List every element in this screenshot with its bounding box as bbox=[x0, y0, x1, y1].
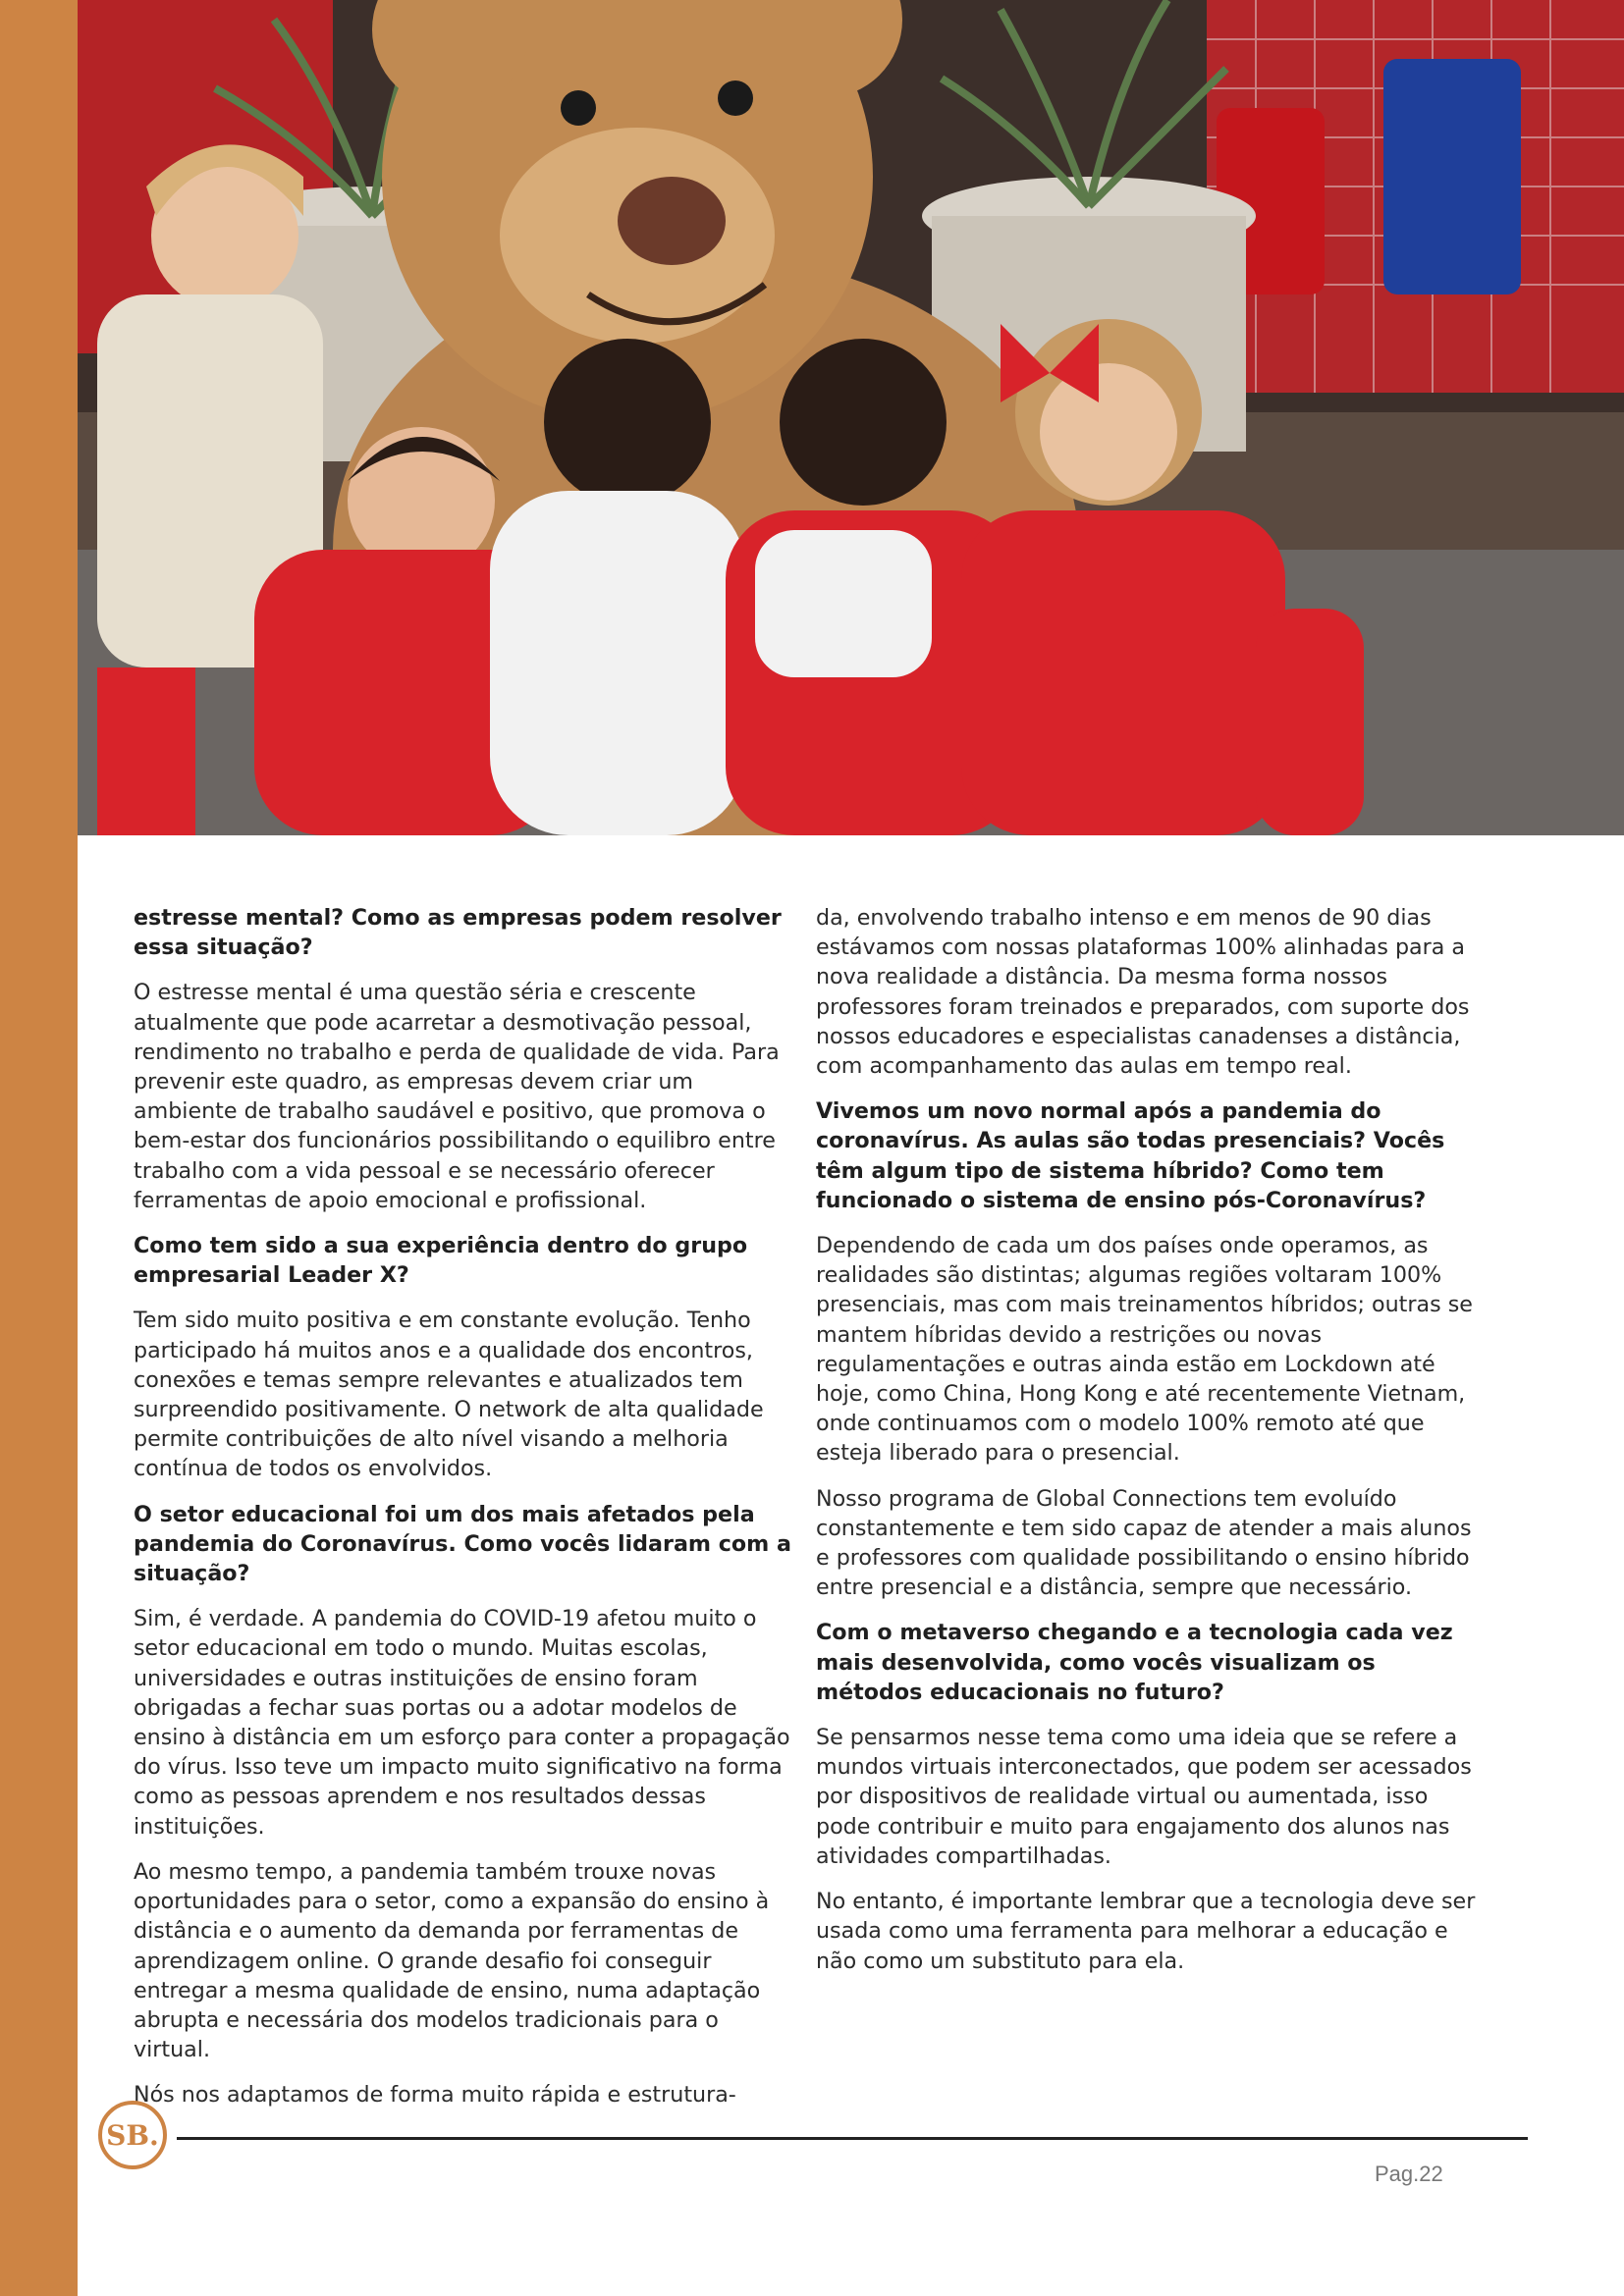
article-right-column bbox=[816, 903, 1484, 1992]
answer-paragraph: O estresse mental é uma questão séria e crescente atualmente que pode acarretar a desmotivação pessoal, rendimento no trabalho e perda de qualidade de vida. Para prevenir este quadro, as empresas devem criar um ambiente de trabalho saudável e positivo, que promova o bem-estar dos funcionários possibilitando o equilibro entre trabalho com a vida pessoal e se necessário oferecer ferramentas de apoio emocional e profissional. bbox=[134, 980, 780, 1213]
question-text: Como tem sido a sua experiência dentro do grupo empresarial Leader X? bbox=[134, 1233, 748, 1289]
orange-side-bar bbox=[0, 0, 78, 2296]
page-number: Pag.22 bbox=[1375, 2162, 1443, 2186]
footer-divider bbox=[177, 2137, 1528, 2140]
teddy-bear-children-illustration bbox=[78, 0, 1624, 835]
answer-paragraph: Tem sido muito positiva e em constante evolução. Tenho participado há muitos anos e a qualidade dos encontros, conexões e temas sempre relevantes e atualizados tem surpreendido positivamente. O network de alta qualidade permite contribuições de alto nível visando a melhoria contínua de todos os envolvidos. bbox=[134, 1308, 764, 1482]
answer-paragraph: Sim, é verdade. A pandemia do COVID-19 afetou muito o setor educacional em todo o mundo. Muitas escolas, universidades e outras instituições de ensino foram obrigadas a fechar suas portas ou a adotar modelos de ensino à distância em um esforço para conter a propagação do vírus. Isso teve um impacto muito significativo na forma como as pessoas aprendem e nos resultados dessas instituições. bbox=[134, 1606, 790, 1840]
logo-text: SB. bbox=[106, 2119, 159, 2152]
answer-paragraph: No entanto, é importante lembrar que a tecnologia deve ser usada como uma ferramenta para melhorar a educação e não como um substituto para ela. bbox=[816, 1889, 1476, 1974]
answer-paragraph: Se pensarmos nesse tema como uma ideia que se refere a mundos virtuais interconectados, que podem ser acessados por dispositivos de realidade virtual ou aumentada, isso pode contribuir e muito para engajamento dos alunos nas atividades compartilhadas. bbox=[816, 1725, 1472, 1869]
answer-paragraph: Ao mesmo tempo, a pandemia também trouxe novas oportunidades para o setor, como a expansão do ensino à distância e o aumento da demanda por ferramentas de aprendizagem online. O grande desafio foi conseguir entregar a mesma qualidade de ensino, numa adaptação abrupta e necessária dos modelos tradicionais para o virtual. bbox=[134, 1858, 770, 2063]
answer-paragraph: Dependendo de cada um dos países onde operamos, as realidades são distintas; algumas regiões voltaram 100% presenciais, mas com mais treinamentos híbridos; outras se mantem híbridas devido a restrições ou novas regulamentações e outras ainda estão em Lockdown até hoje, como China, Hong Kong e até recentemente Vietnam, onde continuamos com o modelo 100% remoto até que esteja liberado para o presencial. bbox=[816, 1233, 1473, 1467]
question-text: estresse mental? Como as empresas podem resolver essa situação? bbox=[134, 905, 782, 961]
question-text: Com o metaverso chegando e a tecnologia cada vez mais desenvolvida, como vocês visualizam os métodos educacionais no futuro? bbox=[816, 1620, 1453, 1705]
question-text: O setor educacional foi um dos mais afetados pela pandemia do Coronavírus. Como vocês lidaram com a situação? bbox=[134, 1501, 791, 1587]
answer-paragraph: Nós nos adaptamos de forma muito rápida e estrutura- bbox=[134, 2082, 736, 2109]
answer-paragraph: Nosso programa de Global Connections tem evoluído constantemente e tem sido capaz de atender a mais alunos e professores com qualidade possibilitando o ensino híbrido entre presencial e a distância, sempre que necessário. bbox=[816, 1485, 1472, 1601]
question-text: Vivemos um novo normal após a pandemia do coronavírus. As aulas são todas presenciais? Vocês têm algum tipo de sistema híbrido? Como tem funcionado o sistema de ensino pós-Coronavírus? bbox=[816, 1098, 1445, 1213]
answer-paragraph: da, envolvendo trabalho intenso e em menos de 90 dias estávamos com nossas plataformas 100% alinhadas para a nova realidade a distância. Da mesma forma nossos professores foram treinados e preparados, com suporte dos nossos educadores e especialistas canadenses a distância, com acompanhamento das aulas em tempo real. bbox=[816, 905, 1470, 1080]
hero-photo bbox=[78, 0, 1624, 835]
article-left-column bbox=[134, 903, 801, 2126]
sb-logo-icon bbox=[96, 2099, 169, 2171]
